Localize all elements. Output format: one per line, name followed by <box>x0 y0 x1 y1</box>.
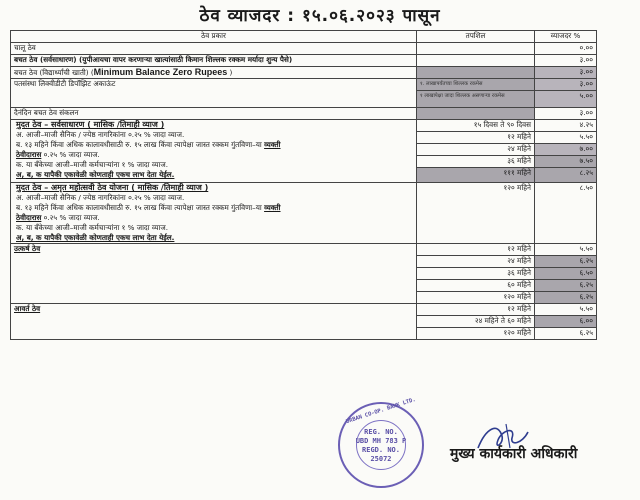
row-detail-shaded <box>417 67 535 79</box>
header-rate: व्याजदर % <box>535 31 597 43</box>
row-label-savings-general: बचत ठेव (सर्वसाधारण) (युपीआयचा वापर करणाऱ्या खात्यांसाठी किमान शिल्लक रक्कम मर्यादा शुन्य पैसे) <box>11 55 417 67</box>
fixed-general-line-b <box>14 140 413 150</box>
utkarsh-period: १२० महिने <box>417 292 535 304</box>
utkarsh-rate: ५.५० <box>535 244 597 256</box>
stamp-line: 25072 <box>370 455 392 463</box>
fixed-general-period: १११ महिने <box>417 168 535 183</box>
fixed-amrut-line-b-text: ब. १३ महिने किंवा अधिक कालावधीसाठी रु. १५ लाख किंवा त्यापेक्षा जास्त रक्कम गुंतविणा–या <box>16 203 265 212</box>
fixed-general-rate: ४.२५ <box>535 120 597 132</box>
credit-society-detail-2: १ लाखापेक्षा जादा शिल्लक असणाऱ्या रकमेस <box>417 91 535 108</box>
fixed-general-rate: ७.०० <box>535 144 597 156</box>
recurring-title: आवर्त ठेव <box>14 304 41 313</box>
table-row <box>11 304 597 316</box>
stamp-line: REGD. NO. <box>362 446 400 454</box>
utkarsh-period: २४ महिने <box>417 256 535 268</box>
row-label-current: चालू ठेव <box>11 43 417 55</box>
fixed-amrut-title: मुदत ठेव – अमृत महोत्सवी ठेव योजना ( मासिक /तिमाही व्याज ) <box>16 183 209 192</box>
rate-savings-general: ३.०० <box>535 55 597 67</box>
fixed-general-title: मुदत ठेव – सर्वसाधारण ( मासिक /तिमाही व्याज ) <box>16 120 165 129</box>
row-detail-empty <box>417 43 535 55</box>
savings-students-label: बचत ठेव (विद्यार्थ्यांची खाती) ( <box>14 68 94 77</box>
fixed-amrut-line-c: क. या बँकेच्या आजी–माजी कर्मचाऱ्यांना १ % जादा व्याज. <box>16 223 168 232</box>
table-header-row <box>11 31 597 43</box>
fixed-general-line-c: क. या बँकेच्या आजी–माजी कर्मचाऱ्यांना १ % जादा व्याज. <box>16 160 168 169</box>
fixed-amrut-line-b-tail: व्यक्ती <box>264 203 281 212</box>
fixed-amrut-line-d: अ, ब, क यापैकी एकावेळी कोणताही एकच लाभ देता येईल. <box>16 233 175 242</box>
fixed-general-line-d: अ, ब, क यापैकी एकावेळी कोणताही एकच लाभ देता येईल. <box>16 170 175 179</box>
row-detail-shaded <box>417 108 535 120</box>
table-row <box>11 120 597 132</box>
utkarsh-period: ६० महिने <box>417 280 535 292</box>
recurring-period: १२ महिने <box>417 304 535 316</box>
stamp-ring-text: URBAN CO-OP. BANK LTD. <box>345 396 417 426</box>
table-row <box>11 43 597 55</box>
utkarsh-period: १२ महिने <box>417 244 535 256</box>
credit-society-detail-1: १. लाखापर्यंतच्या शिल्लक रकमेस <box>417 79 535 91</box>
recurring-cell <box>11 304 417 340</box>
fixed-amrut-line-b <box>14 203 413 213</box>
fixed-general-line-b2 <box>14 150 413 160</box>
rate-savings-students: ३.०० <box>535 67 597 79</box>
utkarsh-rate: ६.२५ <box>535 280 597 292</box>
bank-seal-stamp <box>338 396 424 488</box>
row-detail-empty <box>417 55 535 67</box>
header-deposit-type: ठेव प्रकार <box>11 31 417 43</box>
fixed-general-rate: ७.५० <box>535 156 597 168</box>
fixed-general-rate: ५.५० <box>535 132 597 144</box>
fixed-general-line-b2-tail: ०.२५ % जादा व्याज. <box>41 150 100 159</box>
fixed-general-period: १५ दिवस ते ९० दिवस <box>417 120 535 132</box>
fixed-general-line-b-text: ब. १३ महिने किंवा अधिक कालावधीसाठी रु. १५ लाख किंवा त्यापेक्षा जास्त रक्कम गुंतविणा–या <box>16 140 265 149</box>
utkarsh-rate: ६.५० <box>535 268 597 280</box>
table-row <box>11 183 597 244</box>
recurring-rate: ६.०० <box>535 316 597 328</box>
row-label-savings-students <box>11 67 417 79</box>
utkarsh-cell <box>11 244 417 304</box>
fixed-amrut-cell <box>11 183 417 244</box>
table-row <box>11 244 597 256</box>
fixed-general-line-b-tail: व्यक्ती <box>264 140 281 149</box>
recurring-rate: ६.२५ <box>535 328 597 340</box>
table-row <box>11 79 597 91</box>
recurring-period: १२० महिने <box>417 328 535 340</box>
fixed-general-period: २४ महिने <box>417 144 535 156</box>
fixed-amrut-line-b2-tail: ०.२५ % जादा व्याज. <box>41 213 100 222</box>
signatory-title: मुख्य कार्यकारी अधिकारी <box>450 446 578 462</box>
rate-current: ०.०० <box>535 43 597 55</box>
fixed-amrut-line-a: अ. आजी–माजी सैनिक / ज्येष्ठ नागरिकांना ०.२५ % जादा व्याज. <box>16 193 185 202</box>
fixed-general-line-b2-head: ठेवीदारास <box>16 150 42 159</box>
savings-students-label-end: ) <box>227 68 233 77</box>
fixed-amrut-rate: ८.५० <box>535 183 597 244</box>
fixed-amrut-period: १२० महिने <box>417 183 535 244</box>
rate-credit-society-1: ३.०० <box>535 79 597 91</box>
rate-daily-collection: ३.०० <box>535 108 597 120</box>
fixed-general-line-a: अ. आजी–माजी सैनिक / ज्येष्ठ नागरिकांना ०.२५ % जादा व्याज. <box>16 130 185 139</box>
fixed-general-cell <box>11 120 417 183</box>
fixed-general-rate: ८.२५ <box>535 168 597 183</box>
recurring-rate: ५.५० <box>535 304 597 316</box>
rate-credit-society-2: ५.०० <box>535 91 597 108</box>
fixed-amrut-line-b2-head: ठेवीदारास <box>16 213 42 222</box>
utkarsh-rate: ६.२५ <box>535 256 597 268</box>
fixed-general-period: ३६ महिने <box>417 156 535 168</box>
stamp-line: REG. NO. <box>364 428 398 436</box>
header-detail: तपशिल <box>417 31 535 43</box>
page-title: ठेव व्याजदर : १५.०६.२०२३ पासून <box>199 6 441 26</box>
table-row <box>11 67 597 79</box>
stamp-line: UBD MH 783 P <box>355 437 407 445</box>
row-label-daily-collection: दैनंदिन बचत ठेव संकलन <box>11 108 417 120</box>
table-row <box>11 55 597 67</box>
fixed-general-period: १२ महिने <box>417 132 535 144</box>
row-label-credit-society: पतसंस्था लिक्वीडीटी डिपॉझिट अकाऊंट <box>11 79 417 108</box>
recurring-period: २४ महिने ते ६० महिने <box>417 316 535 328</box>
utkarsh-title: उत्कर्ष ठेव <box>14 244 41 253</box>
utkarsh-period: ३६ महिने <box>417 268 535 280</box>
utkarsh-rate: ६.२५ <box>535 292 597 304</box>
minimum-balance-label: Minimum Balance Zero Rupees <box>93 67 228 77</box>
table-row <box>11 108 597 120</box>
interest-rate-table <box>10 30 597 340</box>
fixed-amrut-line-b2 <box>14 213 413 223</box>
